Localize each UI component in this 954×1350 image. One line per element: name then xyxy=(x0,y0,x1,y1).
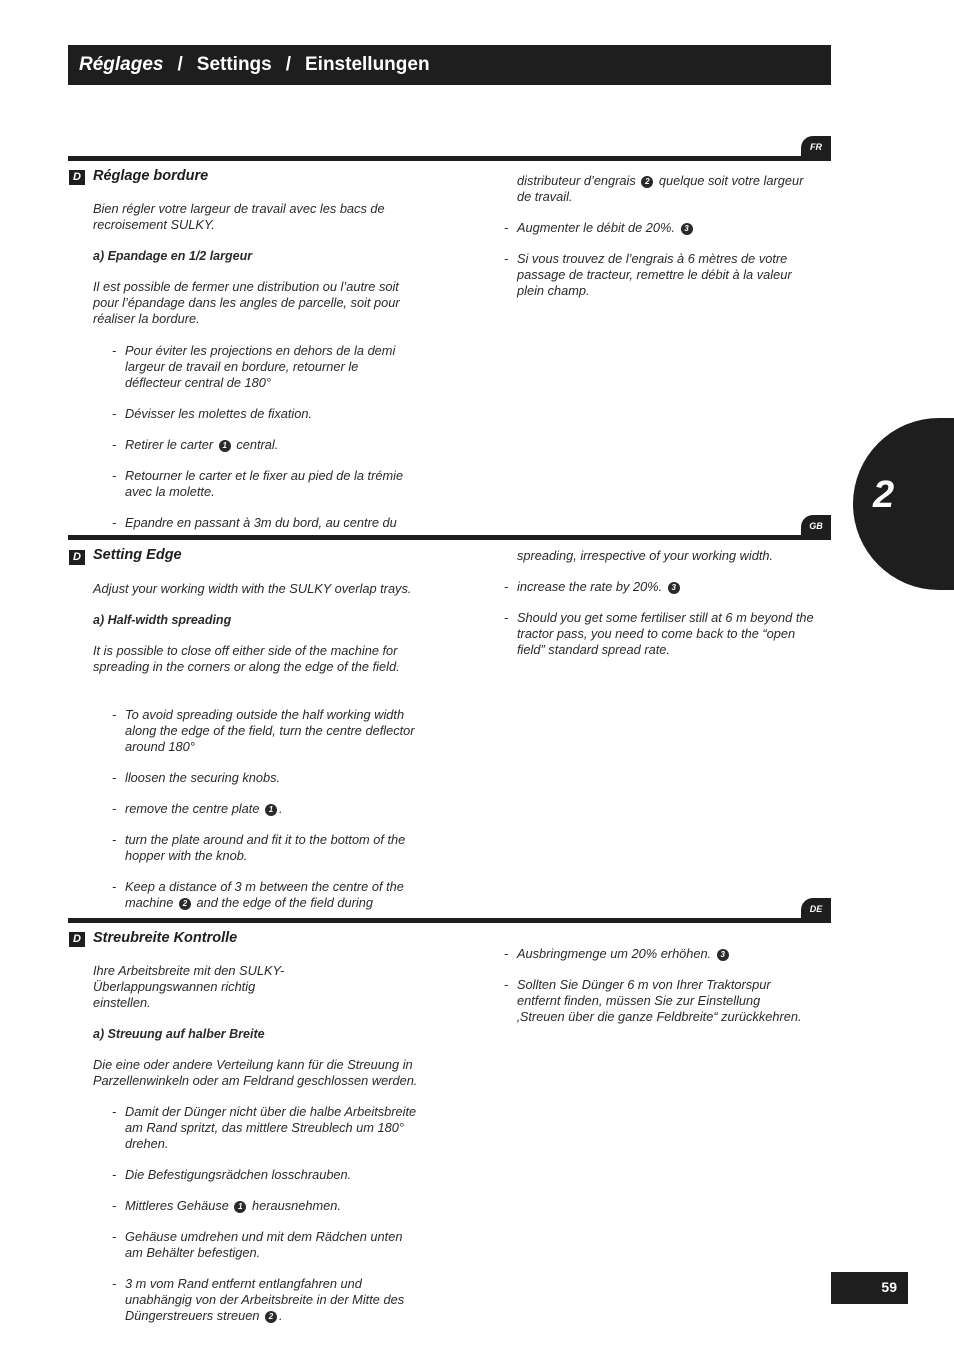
paragraph: Il est possible de fermer une distribution ou l’autre soit pour l’épandage dans les angles de parcelle, soit pour réaliser la bordure. xyxy=(93,279,400,326)
bullet-list-de xyxy=(112,1104,417,1324)
continuation-text xyxy=(504,173,814,205)
intro-text: Ihre Arbeitsbreite mit den SULKY-Überlappungswannen richtig einstellen. xyxy=(93,963,285,1010)
callout-number-icon: 2 xyxy=(641,176,653,188)
right-column-de xyxy=(504,946,804,1025)
header-title-gb: Settings xyxy=(196,54,272,75)
list-item: - Si vous trouvez de l’engrais à 6 mètres de votre passage de tracteur, remettre le débit à la valeur plein champ. xyxy=(504,251,814,299)
right-column-gb xyxy=(504,548,814,658)
subheading: a) Streuung auf halber Breite xyxy=(93,1027,265,1041)
section-divider-gb xyxy=(68,535,831,540)
page-header xyxy=(68,45,831,85)
list-item-text: . xyxy=(279,801,283,816)
list-item: - Sollten Sie Dünger 6 m von Ihrer Traktorspur entfernt finden, müssen Sie zur Einstellung ‚Streuen über die ganze Feldbreite“ zurückkehren. xyxy=(504,977,804,1025)
list-item-text: Retirer le carter xyxy=(125,437,214,452)
header-title-de: Einstellungen xyxy=(305,54,430,75)
list-item: - Die Befestigungsrädchen losschrauben. xyxy=(112,1167,417,1183)
list-item: - Dévisser les molettes de fixation. xyxy=(112,406,412,422)
lang-tab-gb: GB xyxy=(801,515,831,539)
text: quelque soit votre largeur de travail. xyxy=(517,173,804,204)
page-number: 59 xyxy=(831,1272,908,1304)
header-title-fr: Réglages xyxy=(79,54,164,75)
list-item xyxy=(112,1276,417,1324)
list-item-text: Keep a distance of 3 m between the centre of the machine xyxy=(125,879,404,910)
section-badge-gb: D xyxy=(69,550,85,565)
list-item-text: Mittleres Gehäuse xyxy=(125,1198,229,1213)
section-title-gb: Setting Edge xyxy=(93,547,182,563)
list-item: - Pour éviter les projections en dehors de la demi largeur de travail en bordure, retourner le déflecteur central de 180° xyxy=(112,343,412,391)
subheading: a) Half-width spreading xyxy=(93,613,232,627)
section-badge-de: D xyxy=(69,932,85,947)
list-item-text: increase the rate by 20%. xyxy=(517,579,663,594)
list-item: - Retourner le carter et le fixer au pied de la trémie avec la molette. xyxy=(112,468,412,500)
section-title-de: Streubreite Kontrolle xyxy=(93,930,238,946)
list-item-text: and the edge of the field during xyxy=(196,895,373,910)
list-item-text: Ausbringmenge um 20% erhöhen. xyxy=(517,946,712,961)
paragraph: Die eine oder andere Verteilung kann für die Streuung in Parzellenwinkeln oder am Feldrand geschlossen werden. xyxy=(93,1057,418,1088)
intro-text: Bien régler votre largeur de travail avec les bacs de recroisement SULKY. xyxy=(93,201,385,232)
bullet-list-gb xyxy=(112,707,422,911)
list-item xyxy=(112,879,422,911)
section-title-fr: Réglage bordure xyxy=(93,168,209,184)
section-divider-de xyxy=(68,918,831,923)
intro-text: Adjust your working width with the SULKY overlap trays. xyxy=(93,581,412,596)
list-item xyxy=(112,1198,417,1214)
list-item-text: 3 m vom Rand entfernt entlangfahren und unabhängig von der Arbeitsbreite in der Mitte des Düngerstreuers streuen xyxy=(125,1276,405,1323)
list-item xyxy=(112,437,412,453)
callout-number-icon: 2 xyxy=(265,1311,277,1323)
list-item: - Should you get some fertiliser still at 6 m beyond the tractor pass, you need to come back to the “open field” standard spread rate. xyxy=(504,610,814,658)
list-item xyxy=(504,946,804,962)
callout-number-icon: 1 xyxy=(234,1201,246,1213)
left-column-fr xyxy=(93,201,423,327)
text: distributeur d’engrais xyxy=(517,173,636,188)
callout-number-icon: 1 xyxy=(219,440,231,452)
left-column-de xyxy=(93,963,418,1089)
lang-tab-fr: FR xyxy=(801,136,831,160)
callout-number-icon: 3 xyxy=(668,582,680,594)
list-item xyxy=(504,220,814,236)
list-item: - To avoid spreading outside the half working width along the edge of the field, turn the centre deflector around 180° xyxy=(112,707,422,755)
callout-number-icon: 1 xyxy=(265,804,277,816)
list-item-text: central. xyxy=(236,437,279,452)
chapter-tab xyxy=(853,418,954,590)
section-badge-fr: D xyxy=(69,170,85,185)
list-item xyxy=(504,579,814,595)
chapter-number: 2 xyxy=(873,474,895,516)
list-item: - lloosen the securing knobs. xyxy=(112,770,422,786)
section-divider-fr xyxy=(68,156,831,161)
list-item: - Gehäuse umdrehen und mit dem Rädchen unten am Behälter befestigen. xyxy=(112,1229,417,1261)
right-column-fr xyxy=(504,173,814,299)
list-item-text: remove the centre plate xyxy=(125,801,260,816)
callout-number-icon: 2 xyxy=(179,898,191,910)
list-item: - turn the plate around and fit it to the bottom of the hopper with the knob. xyxy=(112,832,422,864)
continuation-text: spreading, irrespective of your working width. xyxy=(517,548,774,563)
header-separator: / xyxy=(285,54,291,75)
paragraph: It is possible to close off either side of the machine for spreading in the corners or along the edge of the field. xyxy=(93,643,400,674)
list-item: - Damit der Dünger nicht über die halbe Arbeitsbreite am Rand spritzt, das mittlere Streublech um 180° drehen. xyxy=(112,1104,417,1152)
bullet-list-fr xyxy=(112,343,412,531)
callout-number-icon: 3 xyxy=(681,223,693,235)
list-item-text: . xyxy=(279,1308,283,1323)
subheading: a) Epandage en 1/2 largeur xyxy=(93,249,253,263)
list-item: - Epandre en passant à 3m du bord, au centre du xyxy=(112,515,412,531)
list-item-text: Augmenter le débit de 20%. xyxy=(517,220,675,235)
list-item-text: herausnehmen. xyxy=(251,1198,341,1213)
callout-number-icon: 3 xyxy=(717,949,729,961)
lang-tab-de: DE xyxy=(801,898,831,922)
header-separator: / xyxy=(177,54,183,75)
list-item xyxy=(112,801,422,817)
left-column-gb xyxy=(93,581,423,675)
